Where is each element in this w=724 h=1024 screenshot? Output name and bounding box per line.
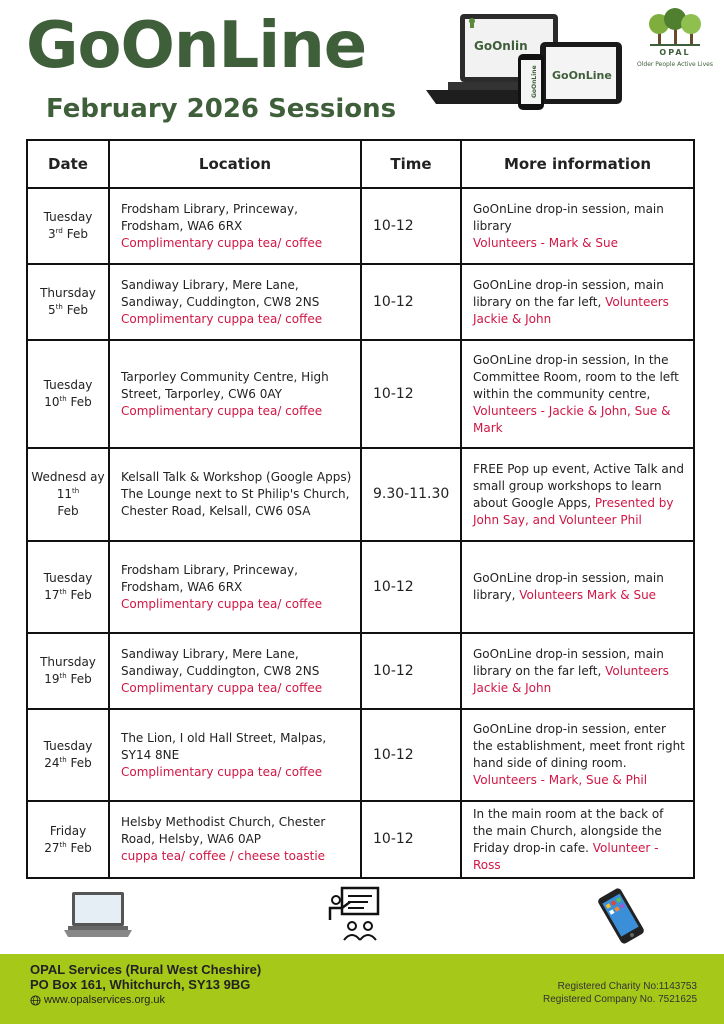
- location-note: cuppa tea/ coffee / cheese toastie: [121, 849, 326, 863]
- location-note: Complimentary cuppa tea/ coffee: [121, 311, 323, 326]
- date-day: Thursday: [40, 286, 96, 300]
- info-cell: [461, 801, 694, 878]
- date-day: Tuesday: [43, 378, 93, 392]
- info-text: FREE Pop up event, Active Talk and small group workshops to learn about Google Apps,: [473, 461, 684, 510]
- location-cell: [109, 340, 361, 448]
- sessions-table: [26, 139, 695, 879]
- info-text: In the main room at the back of the main Church, alongside the Friday drop-in cafe.: [473, 806, 664, 855]
- location-cell: [109, 801, 361, 878]
- table-row: [27, 188, 694, 264]
- location-cell: [109, 188, 361, 264]
- date-suffix: th: [59, 840, 67, 849]
- footer-website-link[interactable]: www.opalservices.org.uk: [44, 994, 166, 1006]
- info-text: GoOnLine drop-in session, main library: [473, 201, 664, 233]
- time-cell: 10-12: [361, 633, 461, 709]
- date-suffix: th: [59, 395, 67, 403]
- presenter-icon: [328, 886, 382, 942]
- time-cell: 10-12: [361, 264, 461, 340]
- info-cell: [461, 541, 694, 633]
- date-cell: [27, 541, 109, 633]
- info-text: GoOnLine drop-in session, main library on the far left,: [473, 646, 664, 678]
- time-cell: 10-12: [361, 340, 461, 448]
- date-cell: [27, 448, 109, 541]
- time-cell: 10-12: [361, 709, 461, 801]
- date-month: Feb: [70, 395, 92, 409]
- tablet-screen-text: GoOnLine: [552, 69, 612, 82]
- location-text: Sandiway Library, Mere Lane, Sandiway, Cuddington, CW8 2NS: [121, 277, 320, 309]
- date-day: Friday: [49, 823, 87, 838]
- info-text: GoOnLine drop-in session, main library,: [473, 571, 664, 602]
- date-number: 10: [44, 395, 60, 409]
- footer-charity-number: Registered Charity No:1143753: [557, 981, 697, 992]
- location-text: Helsby Methodist Church, Chester Road, Helsby, WA6 0AP: [121, 815, 326, 846]
- date-day: Wednesd ay: [31, 470, 105, 484]
- page-subtitle: February 2026 Sessions: [46, 94, 397, 124]
- column-header-location: Location: [109, 140, 361, 188]
- column-header-time: Time: [361, 140, 461, 188]
- table-row: [27, 801, 694, 878]
- location-note: Complimentary cuppa tea/ coffee: [121, 403, 323, 418]
- info-note: Presented by John Say, and Volunteer Phil: [473, 495, 674, 527]
- location-note: Complimentary cuppa tea/ coffee: [121, 764, 323, 779]
- location-text: The Lion, I old Hall Street, Malpas, SY14 8NE: [121, 730, 327, 762]
- date-number: 27: [44, 840, 60, 855]
- date-number: 5: [48, 303, 56, 317]
- date-cell: [27, 801, 109, 878]
- location-text: Tarporley Community Centre, High Street, Tarporley, CW6 0AY: [121, 369, 329, 401]
- info-cell: [461, 264, 694, 340]
- table-row: [27, 264, 694, 340]
- info-note: Volunteers - Mark & Sue: [473, 235, 618, 250]
- footer-website-row: [30, 994, 165, 1006]
- info-cell: [461, 340, 694, 448]
- footer-address: PO Box 161, Whitchurch, SY13 9BG: [30, 977, 251, 992]
- location-cell: [109, 633, 361, 709]
- time-cell: 10-12: [361, 801, 461, 878]
- laptop-icon: [62, 890, 134, 940]
- location-text: Frodsham Library, Princeway, Frodsham, WA6 6RX: [121, 562, 298, 594]
- footer-company-number: Registered Company No. 7521625: [543, 994, 697, 1005]
- date-suffix: th: [72, 487, 80, 495]
- opal-logo: [630, 6, 720, 76]
- location-cell: [109, 541, 361, 633]
- opal-logo-name: OPAL: [659, 48, 691, 57]
- info-cell: [461, 633, 694, 709]
- phone-screen-text: GoOnLine: [531, 65, 538, 98]
- column-header-date: Date: [27, 140, 109, 188]
- location-note: Complimentary cuppa tea/ coffee: [121, 596, 323, 611]
- date-day: Thursday: [40, 655, 96, 669]
- date-month: Feb: [70, 756, 92, 770]
- table-row: [27, 448, 694, 541]
- date-number: 17: [44, 588, 60, 602]
- location-text: Sandiway Library, Mere Lane, Sandiway, Cuddington, CW8 2NS: [121, 646, 320, 678]
- trees-icon: [630, 6, 720, 48]
- time-cell: 10-12: [361, 188, 461, 264]
- date-month: Feb: [57, 504, 79, 518]
- location-cell: [109, 709, 361, 801]
- date-month: Feb: [70, 588, 92, 602]
- location-note: Complimentary cuppa tea/ coffee: [121, 680, 323, 695]
- date-cell: [27, 264, 109, 340]
- table-row: [27, 633, 694, 709]
- info-note: Volunteers Mark & Sue: [519, 588, 657, 602]
- date-month: Feb: [70, 840, 92, 855]
- date-cell: [27, 709, 109, 801]
- date-cell: [27, 633, 109, 709]
- location-cell: [109, 448, 361, 541]
- info-text: GoOnLine drop-in session, main library on the far left,: [473, 277, 664, 309]
- page-title: GoOnLine: [26, 9, 367, 83]
- date-month: Feb: [66, 227, 88, 241]
- column-header-more-information: More information: [461, 140, 694, 188]
- date-day: Tuesday: [43, 739, 93, 753]
- time-cell: 9.30-11.30: [361, 448, 461, 541]
- date-day: Tuesday: [43, 571, 93, 585]
- info-text: GoOnLine drop-in session, In the Committee Room, room to the left within the community centre,: [473, 352, 679, 401]
- table-header-row: [27, 140, 694, 188]
- devices-illustration: [418, 12, 623, 112]
- date-suffix: th: [55, 303, 63, 311]
- date-number: 24: [44, 756, 60, 770]
- opal-logo-tagline: Older People Active Lives: [637, 61, 713, 68]
- table-row: [27, 340, 694, 448]
- date-suffix: rd: [55, 227, 63, 235]
- date-suffix: th: [59, 588, 67, 596]
- info-note: Volunteer - Ross: [473, 840, 659, 872]
- table-row: [27, 541, 694, 633]
- table-row: [27, 709, 694, 801]
- date-month: Feb: [66, 303, 88, 317]
- footer-org-name: OPAL Services (Rural West Cheshire): [30, 962, 262, 977]
- location-cell: [109, 264, 361, 340]
- info-note: Volunteers - Mark, Sue & Phil: [473, 773, 648, 787]
- info-cell: [461, 448, 694, 541]
- date-day: Tuesday: [43, 210, 93, 224]
- date-month: Feb: [70, 672, 92, 686]
- info-text: GoOnLine drop-in session, enter the establishment, meet front right hand side of dining room.: [473, 722, 685, 770]
- globe-icon: [30, 995, 41, 1006]
- date-cell: [27, 340, 109, 448]
- info-cell: [461, 709, 694, 801]
- footer: [0, 954, 724, 1024]
- date-suffix: th: [59, 756, 67, 764]
- smartphone-icon: [592, 888, 650, 944]
- date-number: 3: [48, 227, 56, 241]
- date-number: 11: [56, 487, 73, 501]
- location-text: Frodsham Library, Princeway, Frodsham, WA6 6RX: [121, 201, 298, 233]
- date-cell: [27, 188, 109, 264]
- location-text: Kelsall Talk & Workshop (Google Apps) The Lounge next to St Philip's Church, Chester Road, Kelsall, CW6 0SA: [121, 470, 352, 518]
- laptop-screen-text: GoOnlin: [474, 39, 528, 53]
- date-number: 19: [44, 672, 60, 686]
- info-note: Volunteers Jackie & John: [473, 294, 669, 326]
- info-note: Volunteers - Jackie & John, Sue & Mark: [473, 403, 671, 435]
- time-cell: 10-12: [361, 541, 461, 633]
- date-suffix: th: [59, 672, 67, 680]
- info-cell: [461, 188, 694, 264]
- location-note: Complimentary cuppa tea/ coffee: [121, 235, 323, 250]
- info-note: Volunteers Jackie & John: [473, 663, 669, 695]
